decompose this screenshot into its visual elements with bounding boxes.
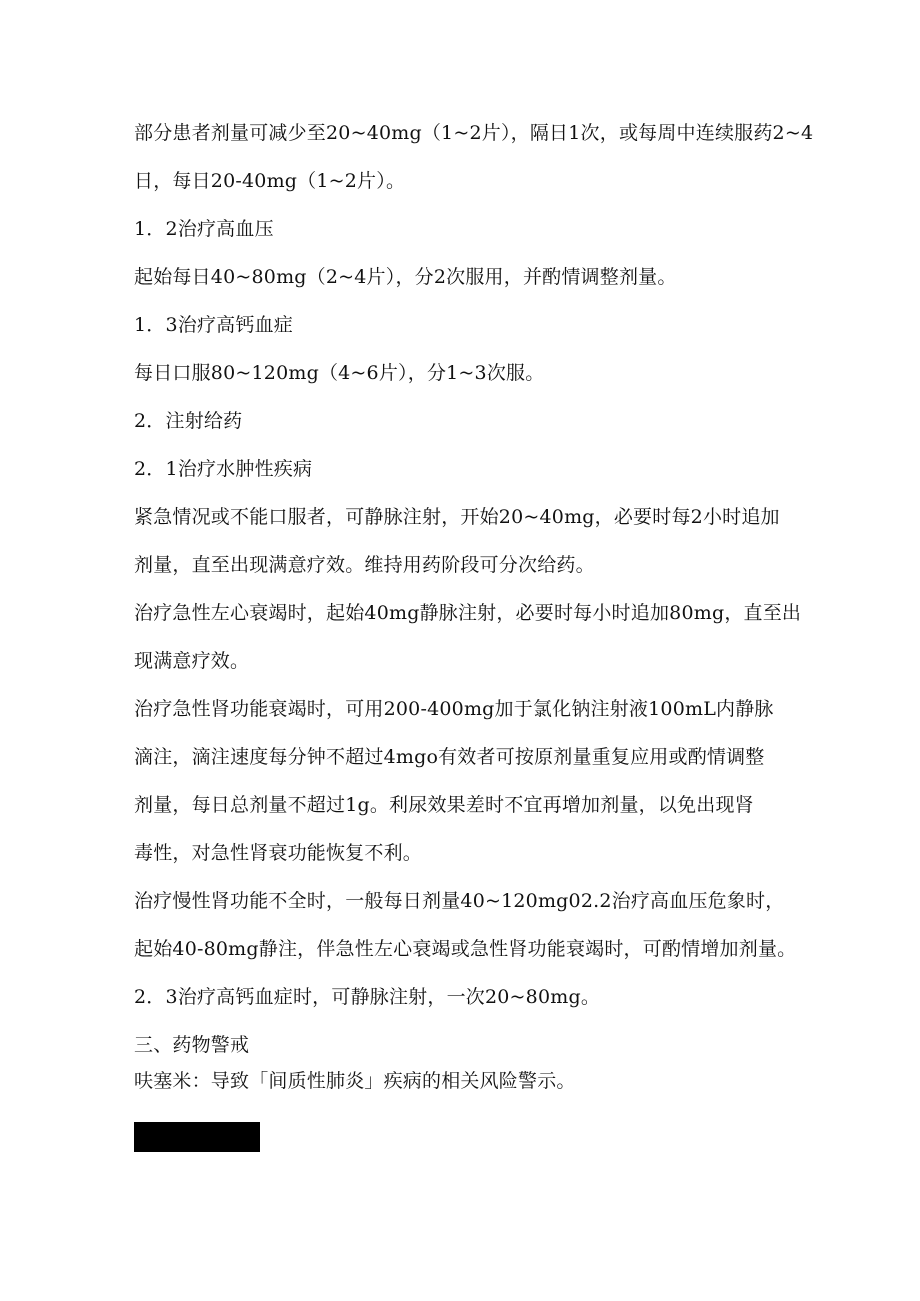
- paragraph-line: 治疗急性肾功能衰竭时，可用200-400mg加于氯化钠注射液100mL内静脉: [134, 698, 774, 720]
- paragraph-line: 2．3治疗高钙血症时，可静脉注射，一次20~80mg。: [134, 986, 601, 1008]
- redaction-block: [134, 1122, 260, 1152]
- section-heading: 1．2治疗高血压: [134, 218, 274, 240]
- paragraph-line: 剂量，直至出现满意疗效。维持用药阶段可分次给药。: [134, 554, 595, 576]
- paragraph-line: 起始40-80mg静注，伴急性左心衰竭或急性肾功能衰竭时，可酌情增加剂量。: [134, 938, 797, 960]
- paragraph-line: 紧急情况或不能口服者，可静脉注射，开始20~40mg，必要时每2小时追加: [134, 506, 780, 528]
- paragraph-line: 剂量，每日总剂量不超过1g。利尿效果差时不宜再增加剂量，以免出现肾: [134, 794, 754, 816]
- paragraph-line: 呋塞米：导致「间质性肺炎」疾病的相关风险警示。: [134, 1070, 576, 1092]
- document-body: [134, 118, 814, 1096]
- paragraph-line: 日，每日20-40mg（1~2片）。: [134, 170, 406, 192]
- section-heading: 三、药物警戒: [134, 1034, 250, 1056]
- paragraph-line: 治疗慢性肾功能不全时，一般每日剂量40~120mg02.2治疗高血压危象时，: [134, 890, 785, 912]
- section-heading: 2．注射给药: [134, 410, 243, 432]
- paragraph-line: 滴注，滴注速度每分钟不超过4mgo有效者可按原剂量重复应用或酌情调整: [134, 746, 765, 768]
- paragraph-line: 每日口服80~120mg（4~6片），分1~3次服。: [134, 362, 545, 384]
- section-heading: 2．1治疗水肿性疾病: [134, 458, 313, 480]
- paragraph-line: 部分患者剂量可减少至20~40mg（1~2片），隔日1次，或每周中连续服药2~4: [134, 122, 814, 144]
- paragraph-line: 起始每日40~80mg（2~4片），分2次服用，并酌情调整剂量。: [134, 266, 677, 288]
- paragraph-line: 现满意疗效。: [134, 650, 250, 672]
- paragraph-line: 毒性，对急性肾衰功能恢复不利。: [134, 842, 423, 864]
- paragraph-line: 治疗急性左心衰竭时，起始40mg静脉注射，必要时每小时追加80mg，直至出: [134, 602, 802, 624]
- section-heading: 1．3治疗高钙血症: [134, 314, 293, 336]
